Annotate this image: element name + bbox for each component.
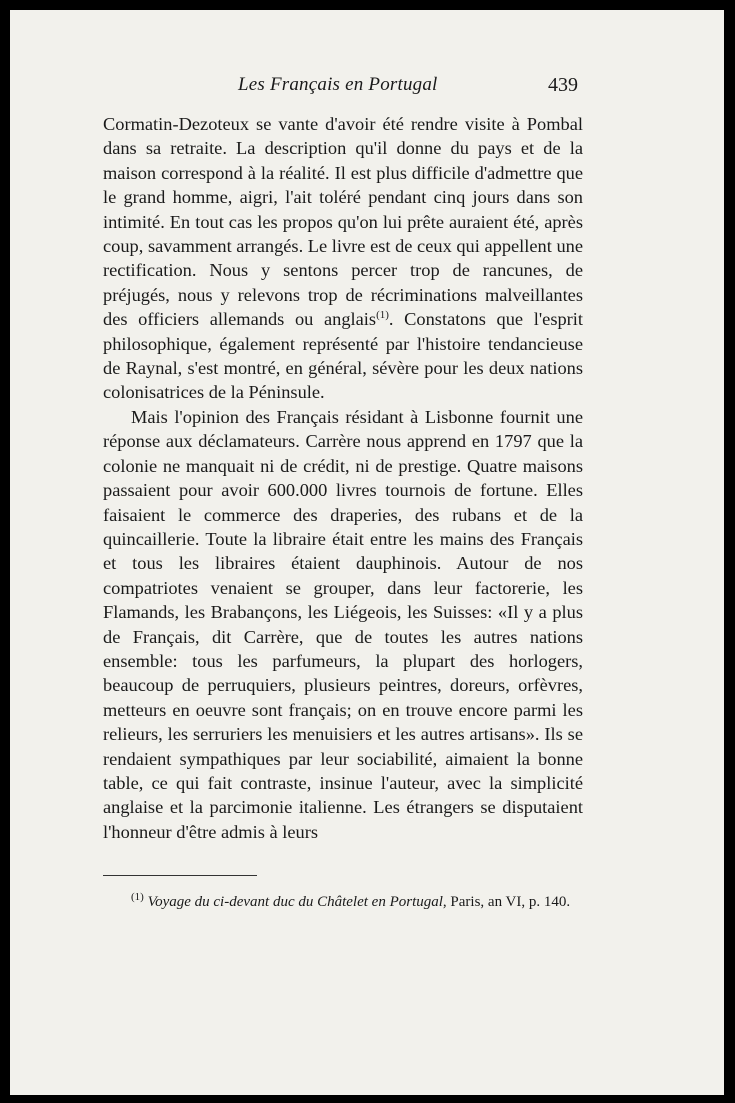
footnote-title: Voyage du ci-devant duc du Châtelet en Portugal — [147, 894, 443, 910]
paragraph-1 — [103, 112, 583, 405]
footnote-text: , Paris, an VI, p. 140. — [442, 894, 571, 910]
paragraph-1-text-continued: . Constatons que l'esprit philosophique, également représenté par l'histoire tendancieuse de Raynal, s'est montré, en général, sévère pour les deux nations colonisatrices de la Péninsule. — [103, 309, 584, 403]
footnote — [103, 892, 583, 913]
footnote-divider — [103, 875, 257, 876]
book-page — [10, 10, 724, 1095]
running-title: Les Français en Portugal — [238, 74, 438, 95]
page-number: 439 — [548, 74, 578, 96]
paragraph-2: Mais l'opinion des Français résidant à Lisbonne fournit une réponse aux déclamateurs. Carrère nous apprend en 1797 que la colonie ne manquait ni de crédit, ni de prestige. Quatre maisons passaient pour avoir 600.000 livres tournois de fortune. Elles faisaient le commerce des draperies, des rubans et de la quincaillerie. Toute la libraire était entre les mains des Français et tous les libraires étaient dauphinois. Autour de nos compatriotes venaient se grouper, dans leur factorerie, les Flamands, les Brabançons, les Liégeois, les Suisses: «Il y a plus de Français, dit Carrère, que de toutes les autres nations ensemble: tous les parfumeurs, la plupart des horlogers, beaucoup de perruquiers, plusieurs peintres, doreurs, orfèvres, metteurs en oeuvre sont français; on en trouve encore parmi les relieurs, les serruriers les menuisiers et les autres artisans». Ils se rendaient sympathiques par leur sociabilité, aimaient la bonne table, ce qui fait contraste, insinue l'auteur, avec la simplicité anglaise et la parcimonie italienne. Les étrangers se disputaient l'honneur d'être admis à leurs — [103, 406, 583, 842]
running-head — [10, 74, 724, 104]
footnote-mark: (1) — [131, 891, 144, 903]
body-text — [103, 112, 583, 844]
paragraph-1-text: Cormatin-Dezoteux se vante d'avoir été rendre visite à Pombal dans sa retraite. La description qu'il donne du pays et de la maison correspond à la réalité. Il est plus difficile d'admettre que le grand homme, aigri, l'ait toléré pendant cinq jours dans son intimité. En tout cas les propos qu'on lui prête auraient été, après coup, savamment arrangés. Le livre est de ceux qui appellent une rectification. Nous y sentons percer trop de rancunes, de préjugés, nous y relevons trop de récriminations malveillantes des officiers allemands ou anglais — [103, 114, 584, 330]
footnote-reference[interactable]: (1) — [376, 309, 389, 322]
